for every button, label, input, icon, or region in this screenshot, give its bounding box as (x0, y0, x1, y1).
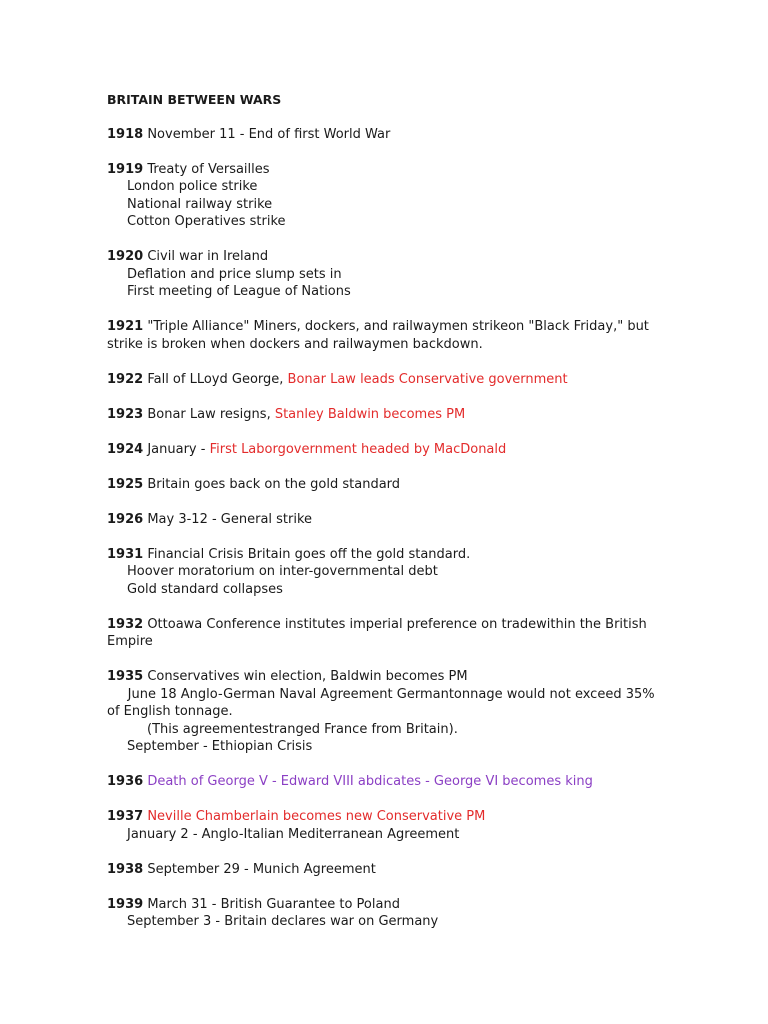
entry-text: January 2 - Anglo-Italian Mediterranean Agreement (127, 826, 460, 842)
entry-line (107, 686, 667, 721)
entry-text: National railway strike (127, 196, 273, 212)
entry-line (107, 861, 667, 879)
timeline-entry-1932 (107, 616, 667, 651)
entry-highlight-text: Neville Chamberlain becomes new Conservative PM (147, 809, 486, 824)
entry-year: 1926 (107, 511, 144, 527)
entry-text: November 11 - End of first World War (147, 126, 391, 142)
entry-year: 1918 (107, 126, 144, 142)
entry-text: Bonar Law resigns, (147, 406, 275, 422)
entry-line (107, 738, 667, 756)
entry-text: "Triple Alliance" Miners, dockers, and railwaymen strikeon "Black Friday," but strike is broken when dockers and railwaymen backdown. (107, 319, 654, 352)
entry-line (107, 476, 667, 494)
entry-line (107, 546, 667, 564)
entry-line (107, 896, 667, 914)
entry-text: First meeting of League of Nations (127, 284, 351, 299)
timeline-entry-1935 (107, 668, 667, 756)
timeline-entry-1939 (107, 896, 667, 931)
entry-year: 1936 (107, 774, 144, 789)
entry-line (107, 283, 667, 301)
entry-line (107, 721, 667, 739)
timeline-entry-1937 (107, 808, 667, 843)
entry-line (107, 161, 667, 179)
entry-year: 1939 (107, 896, 144, 912)
entry-line (107, 668, 667, 686)
entry-highlight-text: Bonar Law leads Conservative government (287, 371, 568, 387)
entry-text: Deflation and price slump sets in (127, 266, 342, 282)
entry-text: Britain goes back on the gold standard (147, 476, 401, 492)
timeline-entry-1926 (107, 511, 667, 529)
entry-line (107, 616, 667, 651)
entry-text: May 3-12 - General strike (147, 511, 313, 527)
entry-text: Fall of LLoyd George, (147, 371, 288, 387)
timeline-entry-1918 (107, 126, 667, 144)
entry-line (107, 126, 667, 144)
entry-text: Ottoawa Conference institutes imperial preference on tradewithin the British Empire (107, 616, 651, 649)
entry-text: Hoover moratorium on inter-governmental debt (127, 564, 438, 579)
timeline-entry-1923 (107, 406, 667, 424)
timeline-entry-1924 (107, 441, 667, 459)
entry-year: 1932 (107, 616, 144, 632)
entry-text: January - (147, 441, 210, 457)
entry-year: 1923 (107, 406, 144, 422)
timeline-entry-1936 (107, 773, 667, 791)
entry-line (107, 266, 667, 284)
entry-line (107, 581, 667, 599)
entry-text: September 29 - Munich Agreement (147, 861, 376, 877)
entry-text: London police strike (127, 179, 258, 194)
entry-text: Cotton Operatives strike (127, 214, 286, 229)
document-title: BRITAIN BETWEEN WARS (107, 92, 282, 107)
entry-text: Financial Crisis Britain goes off the gold standard. (147, 546, 471, 562)
entry-year: 1922 (107, 371, 144, 387)
entry-highlight-text: Stanley Baldwin becomes PM (274, 406, 466, 422)
entry-year: 1935 (107, 669, 144, 684)
entry-year: 1919 (107, 161, 144, 177)
entry-line (107, 563, 667, 581)
timeline-entry-1919 (107, 161, 667, 231)
entry-text: September - Ethiopian Crisis (127, 739, 313, 754)
entry-highlight-text: Death of George V - Edward VIII abdicates - George VI becomes king (147, 774, 593, 789)
document-body (107, 91, 667, 948)
entry-text: Conservatives win election, Baldwin becomes PM (147, 669, 468, 684)
entry-line (107, 196, 667, 214)
entry-line (107, 406, 667, 424)
entry-line (107, 248, 667, 266)
entry-line (107, 318, 667, 353)
entry-line (107, 213, 667, 231)
entry-text: Treaty of Versailles (147, 161, 270, 177)
timeline-entry-1925 (107, 476, 667, 494)
entry-year: 1921 (107, 319, 144, 334)
timeline-entry-1920 (107, 248, 667, 301)
entry-line (107, 826, 667, 844)
entry-line (107, 511, 667, 529)
entry-text: (This agreementestranged France from Britain). (147, 721, 458, 737)
timeline-entry-1921 (107, 318, 667, 353)
entry-year: 1925 (107, 476, 144, 492)
entry-year: 1924 (107, 441, 144, 457)
entry-line (107, 178, 667, 196)
entry-text: June 18 Anglo-German Naval Agreement Germantonnage would not exceed 35% of English tonnage. (107, 686, 659, 719)
timeline-entry-1938 (107, 861, 667, 879)
entry-text: Gold standard collapses (127, 581, 283, 597)
timeline-entry-1931 (107, 546, 667, 599)
entry-year: 1920 (107, 249, 144, 264)
entry-line (107, 808, 667, 826)
timeline-entries (107, 126, 667, 931)
entry-year: 1937 (107, 809, 144, 824)
entry-text: September 3 - Britain declares war on Germany (127, 914, 439, 929)
entry-year: 1931 (107, 546, 144, 562)
timeline-entry-1922 (107, 371, 667, 389)
entry-text: March 31 - British Guarantee to Poland (147, 896, 400, 912)
entry-highlight-text: First Laborgovernment headed by MacDonald (209, 441, 507, 457)
entry-text: Civil war in Ireland (147, 249, 269, 264)
entry-line (107, 913, 667, 931)
entry-line (107, 773, 667, 791)
entry-line (107, 441, 667, 459)
entry-line (107, 371, 667, 389)
entry-year: 1938 (107, 861, 144, 877)
